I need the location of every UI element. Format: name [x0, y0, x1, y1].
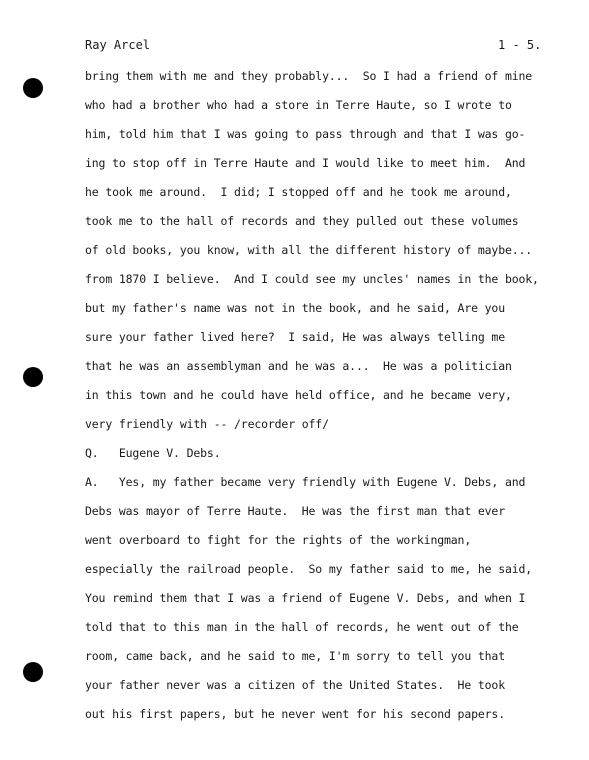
text-line: very friendly with -- /recorder off/ — [85, 417, 329, 431]
text-line: took me to the hall of records and they pulled out these volumes — [85, 214, 519, 228]
text-line: room, came back, and he said to me, I'm sorry to tell you that — [85, 649, 505, 663]
text-line: him, told him that I was going to pass through and that I was go- — [85, 127, 526, 141]
page-number: 1 - 5. — [498, 38, 542, 52]
binder-hole-top — [23, 78, 43, 98]
text-line: ing to stop off in Terre Haute and I would like to meet him. And — [85, 156, 526, 170]
text-line: of old books, you know, with all the different history of maybe... — [85, 243, 533, 257]
answer-line: A. Yes, my father became very friendly with Eugene V. Debs, and — [85, 475, 526, 489]
text-line: You remind them that I was a friend of Eugene V. Debs, and when I — [85, 591, 526, 605]
text-line: from 1870 I believe. And I could see my uncles' names in the book, — [85, 272, 539, 286]
text-line: especially the railroad people. So my father said to me, he said, — [85, 562, 533, 576]
text-line: told that to this man in the hall of records, he went out of the — [85, 620, 519, 634]
text-line: sure your father lived here? I said, He was always telling me — [85, 330, 505, 344]
text-line: but my father's name was not in the book, and he said, Are you — [85, 301, 505, 315]
binder-hole-bottom — [23, 662, 43, 682]
question-line: Q. Eugene V. Debs. — [85, 446, 221, 460]
text-line: out his first papers, but he never went for his second papers. — [85, 707, 505, 721]
transcript-body — [85, 66, 565, 733]
text-line: he took me around. I did; I stopped off and he took me around, — [85, 185, 512, 199]
text-line: in this town and he could have held office, and he became very, — [85, 388, 512, 402]
text-line: your father never was a citizen of the United States. He took — [85, 678, 505, 692]
interviewee-name: Ray Arcel — [85, 38, 151, 52]
text-line: bring them with me and they probably... So I had a friend of mine — [85, 69, 533, 83]
text-line: who had a brother who had a store in Terre Haute, so I wrote to — [85, 98, 512, 112]
text-line: Debs was mayor of Terre Haute. He was the first man that ever — [85, 504, 505, 518]
binder-hole-middle — [23, 367, 43, 387]
text-line: went overboard to fight for the rights of the workingman, — [85, 533, 472, 547]
text-line: that he was an assemblyman and he was a... He was a politician — [85, 359, 512, 373]
